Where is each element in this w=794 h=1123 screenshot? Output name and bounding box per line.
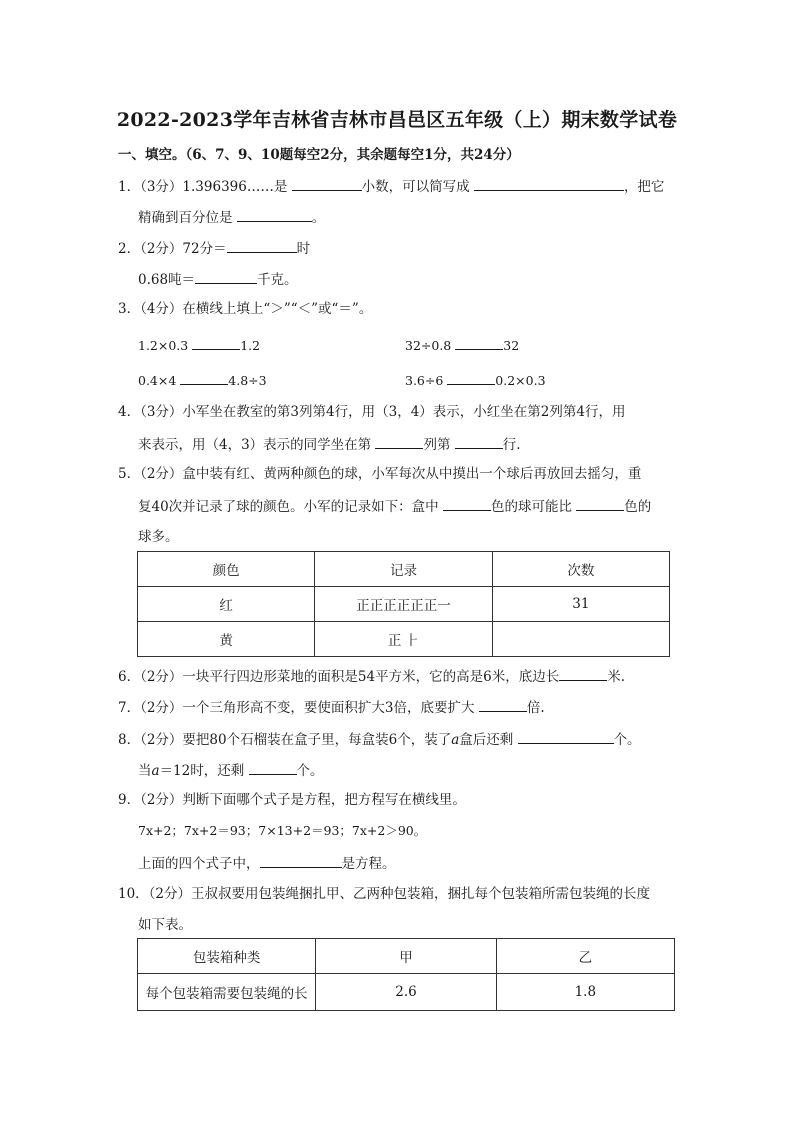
table-cell: 黄 [138,622,315,657]
q5-blank-2[interactable] [576,496,624,511]
table-cell: 每个包装箱需要包装绳的长 [138,974,316,1011]
q2-blank-1[interactable] [227,238,297,253]
q2-text-c: 0.68吨＝ [138,272,196,288]
q3-r1b-right: 32 [503,338,520,353]
table-cell: 正正正正正正一 [315,587,492,622]
q9-text-c: 上面的四个式子中， [138,856,260,872]
question-9-line-1: 9．（2分）判断下面哪个式子是方程，把方程写在横线里。 [118,792,466,808]
q1-text-d: 精确到百分位是 [138,210,233,226]
table-row [138,974,675,1011]
q3-r2a-right: 4.8÷3 [228,373,267,388]
table-row [138,622,670,657]
table-cell: 1.8 [496,974,674,1011]
q1-text-c: ，把它 [623,179,665,195]
table-header-cell: 包装箱种类 [138,939,316,974]
q1-blank-1[interactable] [292,176,362,191]
table-cell: 正 ⺊ [315,622,492,657]
question-10-line-1: 10．（2分）王叔叔要用包装绳捆扎甲、乙两种包装箱，捆扎每个包装箱所需包装绳的长度 [118,886,651,902]
question-3-row-1 [138,335,260,355]
q4-text-c: 列第 [423,437,451,453]
page-title: 2022-2023学年吉林省吉林市昌邑区五年级（上）期末数学试卷 [116,109,678,131]
q9-blank[interactable] [260,853,342,868]
question-8-line-1 [118,729,641,749]
question-5-line-3: 球多。 [138,529,179,545]
q3-blank-3[interactable] [180,370,228,385]
q7-text-a: 7．（2分）一个三角形高不变，要使面积扩大3倍，底要扩大 [118,700,475,716]
q5-text-c: 色的球可能比 [490,499,572,515]
table-header-cell: 颜色 [138,552,315,587]
q3-r1b-left: 32÷0.8 [405,338,452,353]
q6-text-b: 米. [607,669,625,685]
question-8-line-2 [138,760,324,780]
q8-text-a: 8．（2分）要把80个石榴装在盒子里，每盒装6个，装了 [118,732,452,748]
question-3-row-2b [405,370,546,390]
question-1-line-1 [118,176,664,196]
table-cell: 2.6 [316,974,496,1011]
q3-r2a-left: 0.4×4 [138,373,177,388]
q1-text-e: 。 [311,210,326,226]
q5-text-b: 复40次并记录了球的颜色。小军的记录如下：盒中 [138,499,439,515]
q9-text-d: 是方程。 [341,856,396,872]
table-header-cell: 乙 [496,939,674,974]
q2-text-b: 时 [296,241,311,257]
question-4-line-1: 4．（3分）小军坐在教室的第3列第4行，用（3，4）表示，小红坐在第2列第4行，用 [118,404,626,420]
q7-blank[interactable] [479,697,527,712]
q3-r1a-left: 1.2×0.3 [138,338,189,353]
table-cell-answer[interactable] [492,622,669,657]
q8-variable: a [451,732,460,748]
q4-blank-2[interactable] [455,434,503,449]
table-header-row [138,552,670,587]
q5-text-d: 色的 [624,499,652,515]
q3-blank-4[interactable] [447,370,495,385]
table-header-row [138,939,675,974]
table-header-cell: 甲 [316,939,496,974]
q5-blank-1[interactable] [443,496,491,511]
table-row [138,587,670,622]
question-10-line-2: 如下表。 [138,917,192,933]
question-2-line-1 [118,238,310,258]
question-5-line-1: 5．（2分）盒中装有红、黄两种颜色的球，小军每次从中摸出一个球后再放回去摇匀，重 [118,466,642,482]
q6-blank[interactable] [559,666,607,681]
q2-text-a: 2．（2分）72分＝ [118,241,227,257]
q8-text-c: 个。 [613,732,641,748]
q8-text-b: 盒后还剩 [459,732,514,748]
q3-blank-1[interactable] [192,335,240,350]
q1-text-b: 小数，可以简写成 [361,179,470,195]
table-cell: 31 [492,587,669,622]
question-9-line-2: 7x+2；7x+2＝93；7×13+2＝93；7x+2＞90。 [138,823,427,838]
question-3-row-2 [138,370,267,390]
question-4-line-2 [138,434,521,454]
q8-variable-2: a [151,763,160,779]
q3-blank-2[interactable] [455,335,503,350]
q4-text-b: 来表示，用（4，3）表示的同学坐在第 [138,437,372,453]
table-cell: 红 [138,587,315,622]
q8-blank-1[interactable] [518,729,614,744]
record-table [137,551,670,657]
q3-r1a-right: 1.2 [240,338,261,353]
rope-table [137,938,675,1011]
q8-text-d: 当 [138,763,152,779]
section-heading: 一、填空。（6、7、9、10题每空2分，其余题每空1分，共24分） [118,147,520,163]
table-header-cell: 记录 [315,552,492,587]
question-6 [118,666,625,686]
q1-blank-2[interactable] [474,176,624,191]
q8-text-f: 个。 [296,763,324,779]
question-3-stem: 3．（4分）在横线上填上“＞”“＜”或“＝”。 [118,301,373,317]
q3-r2b-right: 0.2×0.3 [495,373,546,388]
q3-r2b-left: 3.6÷6 [405,373,444,388]
question-1-line-2 [138,207,325,227]
q4-text-d: 行. [502,437,521,453]
question-9-line-3 [138,853,396,873]
q8-blank-2[interactable] [249,760,297,775]
q2-text-d: 千克。 [257,272,298,288]
question-2-line-2 [138,269,298,289]
q2-blank-2[interactable] [195,269,257,284]
q6-text-a: 6．（2分）一块平行四边形菜地的面积是54平方米，它的高是6米，底边长 [118,669,560,685]
q4-blank-1[interactable] [375,434,423,449]
table-header-cell: 次数 [492,552,669,587]
q1-blank-3[interactable] [237,207,312,222]
q8-text-e: ＝12时，还剩 [159,763,245,779]
question-5-line-2 [138,496,651,516]
q1-text-a: 1．（3分）1.396396……是 [118,179,288,195]
q7-text-b: 倍. [526,700,545,716]
question-3-row-1b [405,335,519,355]
question-7 [118,697,545,717]
